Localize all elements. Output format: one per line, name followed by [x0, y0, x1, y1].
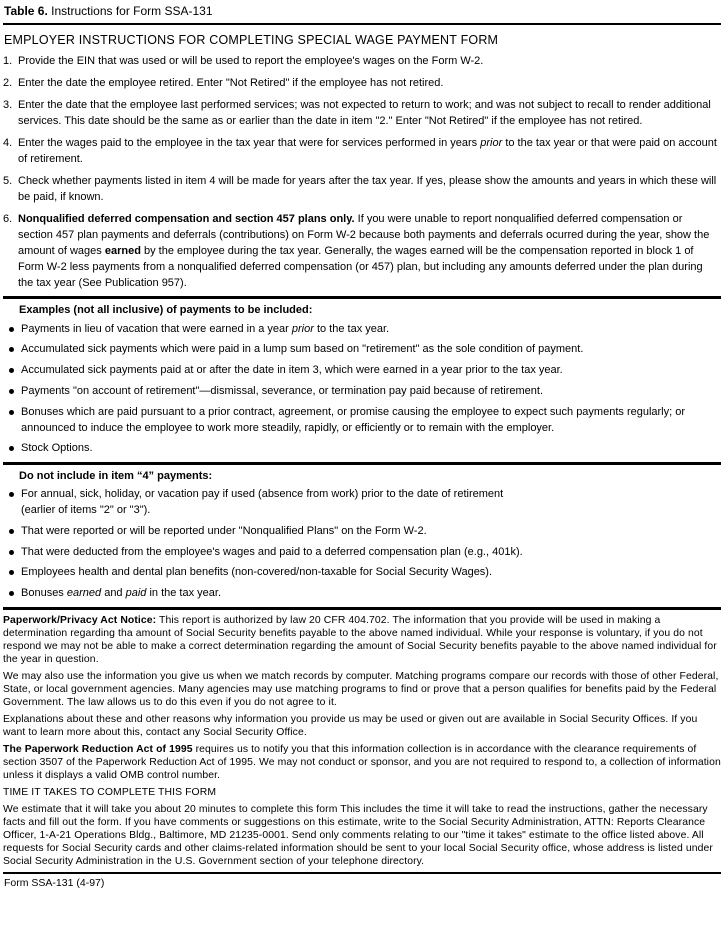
- item-number: 2.: [3, 77, 13, 89]
- exclusion-bullet-5: [3, 586, 721, 601]
- bullet-text: Payments in lieu of vacation that were earned in a year prior to the tax year.: [21, 322, 390, 335]
- form-number-footer: Form SSA-131 (4-97): [4, 876, 105, 889]
- paperwork-reduction-notice: The Paperwork Reduction Act of 1995 requires us to notify you that this information collection is in accordance with the clearance requirements of section 3507 of the Paperwork Reduction Act of 1995. We may not conduct or sponsor, and you are not required to respond to, a collection of information unless it displays a valid OMB control number.: [3, 743, 721, 781]
- bullet-icon: [9, 347, 14, 352]
- bullet-icon: [9, 492, 14, 497]
- table-caption: Table 6. Instructions for Form SSA-131: [3, 3, 721, 25]
- bullet-text: Accumulated sick payments paid at or after the date in item 3, which were earned in a year prior to the tax year.: [21, 364, 563, 377]
- example-bullet-3: [3, 363, 721, 378]
- explanations-notice: Explanations about these and other reasons why information you provide us may be used or given out are available in Social Security Offices. If you want to learn more about this, contact any Social Security Office.: [3, 713, 698, 738]
- section-divider: [3, 296, 721, 299]
- bullet-icon: [9, 529, 14, 534]
- item-number: 4.: [3, 137, 13, 149]
- section-divider: [3, 462, 721, 465]
- bullet-icon: [9, 591, 14, 596]
- exclusion-bullet-2: [3, 524, 721, 539]
- instruction-item-4: [3, 135, 721, 167]
- bullet-icon: [9, 410, 14, 415]
- item-number: 3.: [3, 99, 13, 111]
- exclusion-bullet-4: [3, 565, 721, 580]
- exclusions-heading: Do not include in item “4” payments:: [19, 469, 213, 482]
- item-text: Enter the date that the employee last performed services; was not expected to return to work; and was not subject to recall to render additional services. This date should be the same as or earlier than the date in item "2." Enter "Not Retired" if the employee has not retired.: [18, 99, 711, 127]
- bullet-text: Employees health and dental plan benefits (non-covered/non-taxable for Social Security Wages).: [21, 566, 493, 579]
- item-number: 6.: [3, 213, 13, 225]
- bullet-icon: [9, 389, 14, 394]
- privacy-act-notice: Paperwork/Privacy Act Notice: This report is authorized by law 20 CFR 404.702. The information that you provide will be used in making a determination regarding tha amount of Social Security benefits payable to the above named individual. While your response is voluntary, if you do not respond we may not be able to make a correct determination regarding the amount of Social Security benefits payable to the above named individual for the year in question.: [3, 614, 717, 665]
- item-number: 1.: [3, 55, 13, 67]
- bullet-text: That were deducted from the employee's wages and paid to a deferred compensation plan (e.g., 401k).: [21, 545, 523, 558]
- bullet-icon: [9, 368, 14, 373]
- bullet-text: Payments "on account of retirement"—dismissal, severance, or termination pay paid because of retirement.: [21, 385, 544, 398]
- bullet-icon: [9, 327, 14, 332]
- bullet-text: Stock Options.: [21, 442, 93, 455]
- time-estimate-notice: We estimate that it will take you about 20 minutes to complete this form This includes the time it will take to read the instructions, gather the necessary facts and fill out the form. If you have comments or suggestions on this estimate, write to the Social Security Administration, ATTN: Reports Clearance Officer, 1-A-21 Operations Bldg., Baltimore, MD 21235-0001. Send only comments relating to our "time it takes" estimate to the office listed above. All requests for Social Security cards and other claims-related information should be sent to your local Social Security office, whose address is listed under Social Security Administration in the U.S. Government section of your telephone directory.: [3, 803, 713, 867]
- exclusion-bullet-1: [3, 487, 721, 518]
- item-text: Provide the EIN that was used or will be used to report the employee's wages on the Form W-2.: [18, 55, 484, 67]
- examples-heading: Examples (not all inclusive) of payments to be included:: [19, 304, 313, 316]
- item-text: Enter the wages paid to the employee in the tax year that were for services performed in years prior to the tax year or that were paid on account of retirement.: [18, 137, 717, 165]
- example-bullet-5: [3, 405, 721, 436]
- example-bullet-1: [3, 322, 721, 337]
- exclusion-bullet-3: [3, 545, 721, 560]
- item-text: Enter the date the employee retired. Enter "Not Retired" if the employee has not retired.: [18, 77, 444, 89]
- bullet-text: Bonuses which are paid pursuant to a prior contract, agreement, or promise causing the employee to expect such payments regularly; or announced to induce the employee to work more steadily, rapidly, or efficiently or to remain with the employer.: [21, 406, 686, 434]
- bullet-text: That were reported or will be reported under "Nonqualified Plans" on the Form W-2.: [21, 524, 427, 537]
- item-number: 5.: [3, 175, 13, 187]
- example-bullet-6: [3, 441, 721, 456]
- example-bullet-4: [3, 384, 721, 399]
- item-text: Nonqualified deferred compensation and section 457 plans only. If you were unable to report nonqualified deferred compensation or section 457 plan payments and deferrals (contributions) on Form W-2 because both payments and deferrals ocurred during the year, show the amount of wages earned by the employee during the tax year. Generally, the wages earned will be the compensation reported in block 1 of Form W-2 less payments from a nonqualified deferred compensation (or 457) plan, but including any amounts deferred under the plan during the tax year (See Publication 957).: [18, 213, 710, 289]
- bullet-text: Bonuses earned and paid in the tax year.: [21, 587, 222, 600]
- bullet-icon: [9, 550, 14, 555]
- instruction-item-3: [3, 97, 721, 129]
- instruction-item-2: [3, 75, 721, 91]
- bullet-icon: [9, 446, 14, 451]
- item-text: Check whether payments listed in item 4 will be made for years after the tax year. If yes, please show the amounts and years in which these will be paid, if known.: [18, 175, 717, 203]
- time-heading: TIME IT TAKES TO COMPLETE THIS FORM: [3, 786, 217, 798]
- section-divider: [3, 607, 721, 610]
- instruction-item-6: [3, 211, 721, 291]
- example-bullet-2: [3, 342, 721, 357]
- bullet-text: For annual, sick, holiday, or vacation pay if used (absence from work) prior to the date of retirement (earlier of items "2" or "3").: [21, 488, 504, 516]
- record-matching-notice: We may also use the information you give us when we match records by computer. Matching programs compare our records with those of other Federal, State, or local government agencies. Many agencies may use matching programs to find or prove that a person qualifies for benefits paid by the Federal Government. The law allows us to do this even if you do not agree to it.: [3, 670, 719, 708]
- bullet-icon: [9, 570, 14, 575]
- instruction-item-1: [3, 53, 721, 69]
- instruction-item-5: [3, 173, 721, 205]
- form-heading: EMPLOYER INSTRUCTIONS FOR COMPLETING SPECIAL WAGE PAYMENT FORM: [4, 33, 499, 47]
- bullet-text: Accumulated sick payments which were paid in a lump sum based on "retirement" as the sole condition of payment.: [21, 343, 584, 356]
